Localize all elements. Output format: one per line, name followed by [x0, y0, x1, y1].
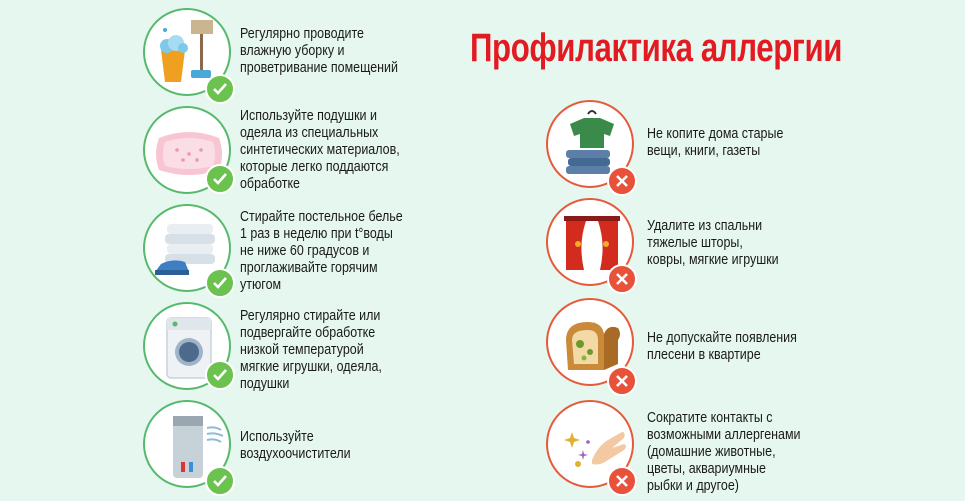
dont-item-text: Не копите дома старые вещи, книги, газеты — [647, 126, 784, 159]
cross-icon — [607, 466, 637, 496]
page-title: Профилактика аллергии — [470, 26, 843, 70]
check-icon — [205, 360, 235, 390]
dont-item-text: Не допускайте появления плесени в квартире — [647, 330, 797, 363]
check-icon — [205, 74, 235, 104]
check-icon — [205, 164, 235, 194]
check-icon — [205, 268, 235, 298]
dont-item-text: Сократите контакты с возможными аллергенами (домашние животные, цветы, аквариумные рыбки и другое) — [647, 410, 801, 494]
do-item-text: Регулярно проводите влажную уборку и проветривание помещений — [240, 26, 398, 76]
do-item-text: Используйте подушки и одеяла из специальных синтетических материалов, которые легко поддаются обработке — [240, 108, 400, 192]
do-item-text: Используйте воздухоочистители — [240, 429, 351, 462]
cross-icon — [607, 366, 637, 396]
check-icon — [205, 466, 235, 496]
do-item-text: Регулярно стирайте или подвергайте обработке низкой температурой мягкие игрушки, одеяла, подушки — [240, 308, 382, 392]
dont-item-text: Удалите из спальни тяжелые шторы, ковры, мягкие игрушки — [647, 218, 779, 268]
do-item-text: Стирайте постельное белье 1 раз в неделю при t°воды не ниже 60 градусов и проглаживайте горячим утюгом — [240, 209, 403, 293]
cross-icon — [607, 264, 637, 294]
cross-icon — [607, 166, 637, 196]
